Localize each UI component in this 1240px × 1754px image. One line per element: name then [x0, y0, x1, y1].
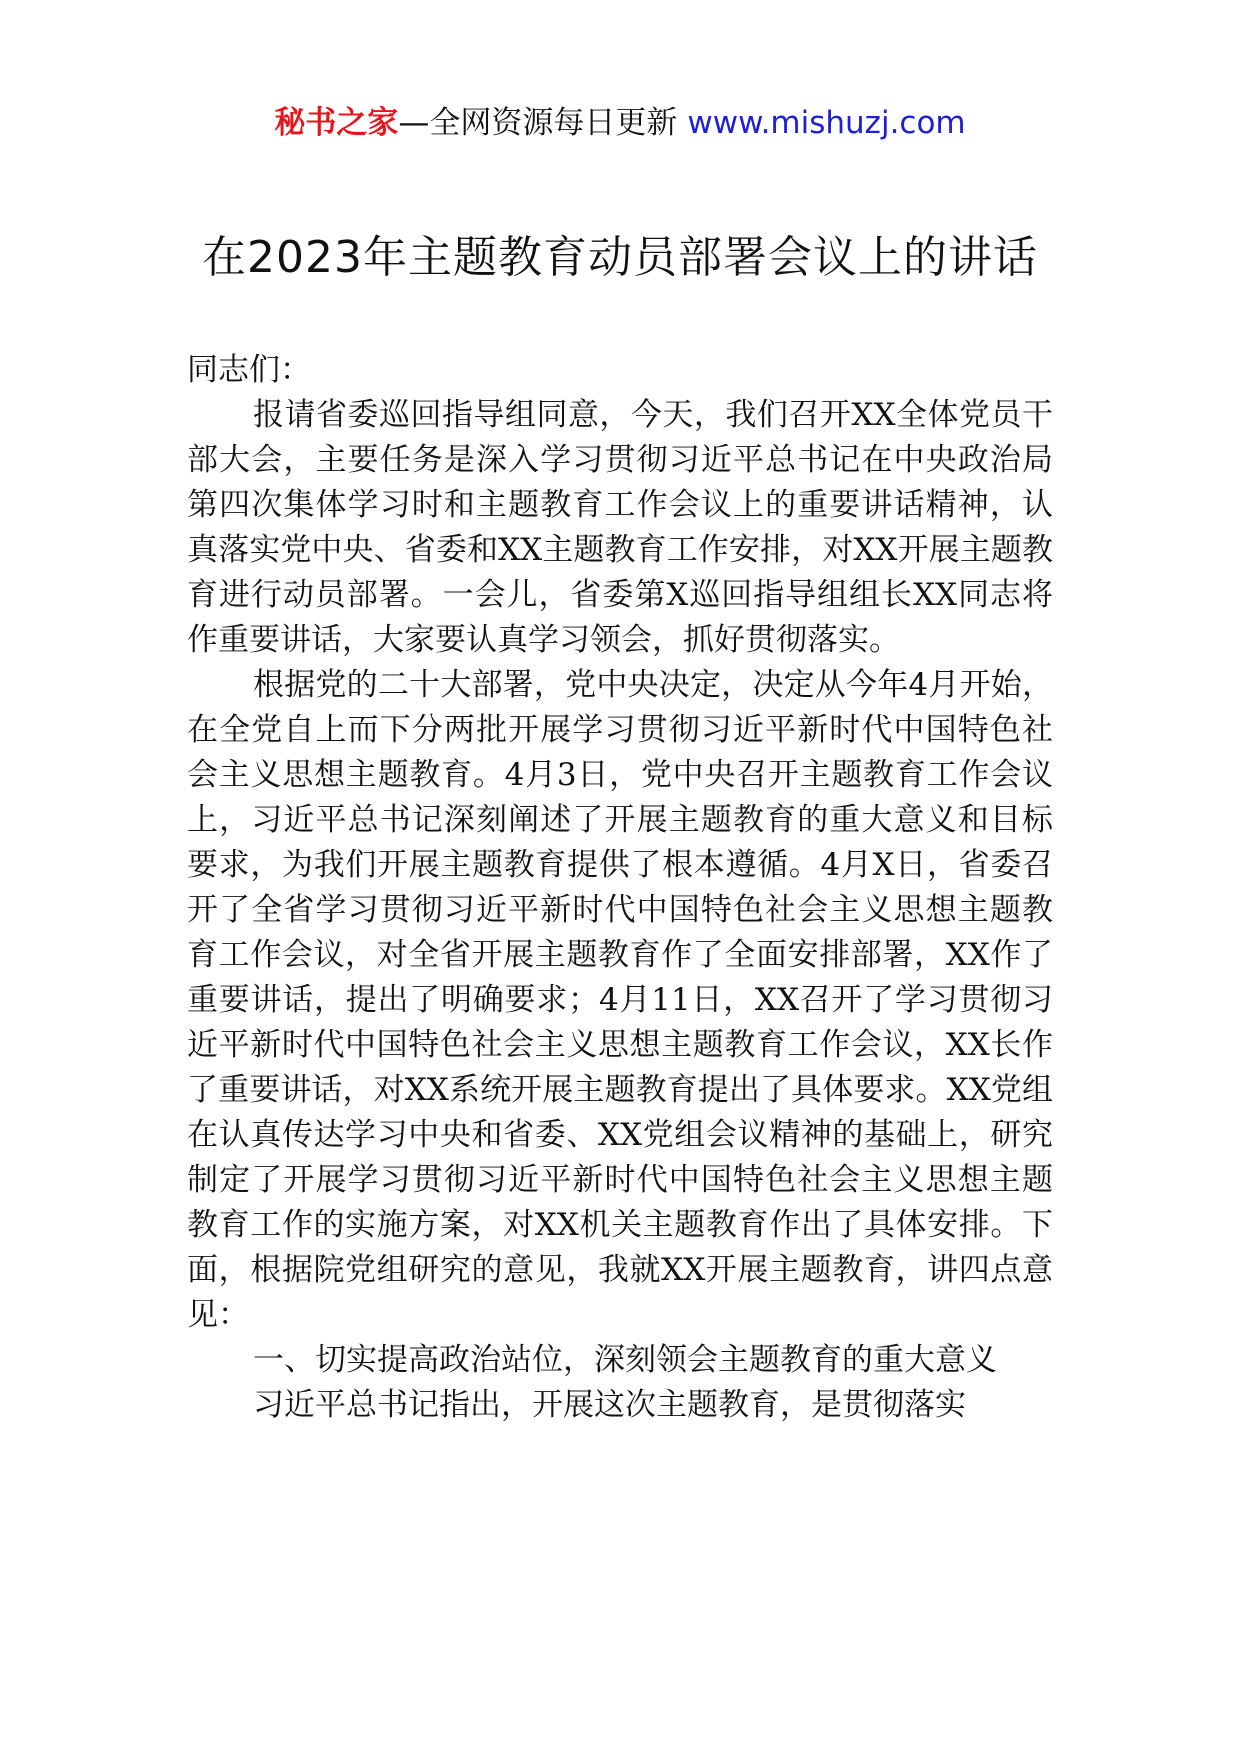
- salutation: 同志们：: [187, 352, 311, 388]
- body-paragraph: 根据党的二十大部署，党中央决定，决定从今年4月开始，在全党自上而下分两批开展学习贯彻习近平新时代中国特色社会主义思想主题教育。4月3日，党中央召开主题教育工作会议上，习近平总书记深刻阐述了开展主题教育的重大意义和目标要求，为我们开展主题教育提供了根本遵循。4月X日，省委召开了全省学习贯彻习近平新时代中国特色社会主义思想主题教育工作会议，对全省开展主题教育作了全面安排部署，XX作了重要讲话，提出了明确要求；4月11日，XX召开了学习贯彻习近平新时代中国特色社会主义思想主题教育工作会议，XX长作了重要讲话，对XX系统开展主题教育提出了具体要求。XX党组在认真传达学习中央和省委、XX党组会议精神的基础上，研究制定了开展学习贯彻习近平新时代中国特色社会主义思想主题教育工作的实施方案，对XX机关主题教育作出了具体安排。下面，根据院党组研究的意见，我就XX开展主题教育，讲四点意见：: [187, 667, 1053, 1333]
- section-heading: 一、切实提高政治站位，深刻领会主题教育的重大意义: [253, 1342, 997, 1378]
- body-paragraph: 报请省委巡回指导组同意，今天，我们召开XX全体党员干部大会，主要任务是深入学习贯彻习近平总书记在中央政治局第四次集体学习时和主题教育工作会议上的重要讲话精神，认真落实党中央、省委和XX主题教育工作安排，对XX开展主题教育进行动员部署。一会儿，省委第X巡回指导组组长XX同志将作重要讲话，大家要认真学习领会，抓好贯彻落实。: [187, 397, 1053, 658]
- brand-name: 秘书之家: [274, 105, 399, 141]
- body-paragraph: 习近平总书记指出，开展这次主题教育，是贯彻落实: [253, 1387, 966, 1423]
- site-banner: [0, 100, 1240, 146]
- document-title: 在2023年主题教育动员部署会议上的讲话: [202, 232, 1038, 283]
- document-body: [187, 348, 1053, 1428]
- banner-tagline: —全网资源每日更新: [398, 105, 678, 141]
- site-url-link[interactable]: www.mishuzj.com: [687, 105, 966, 141]
